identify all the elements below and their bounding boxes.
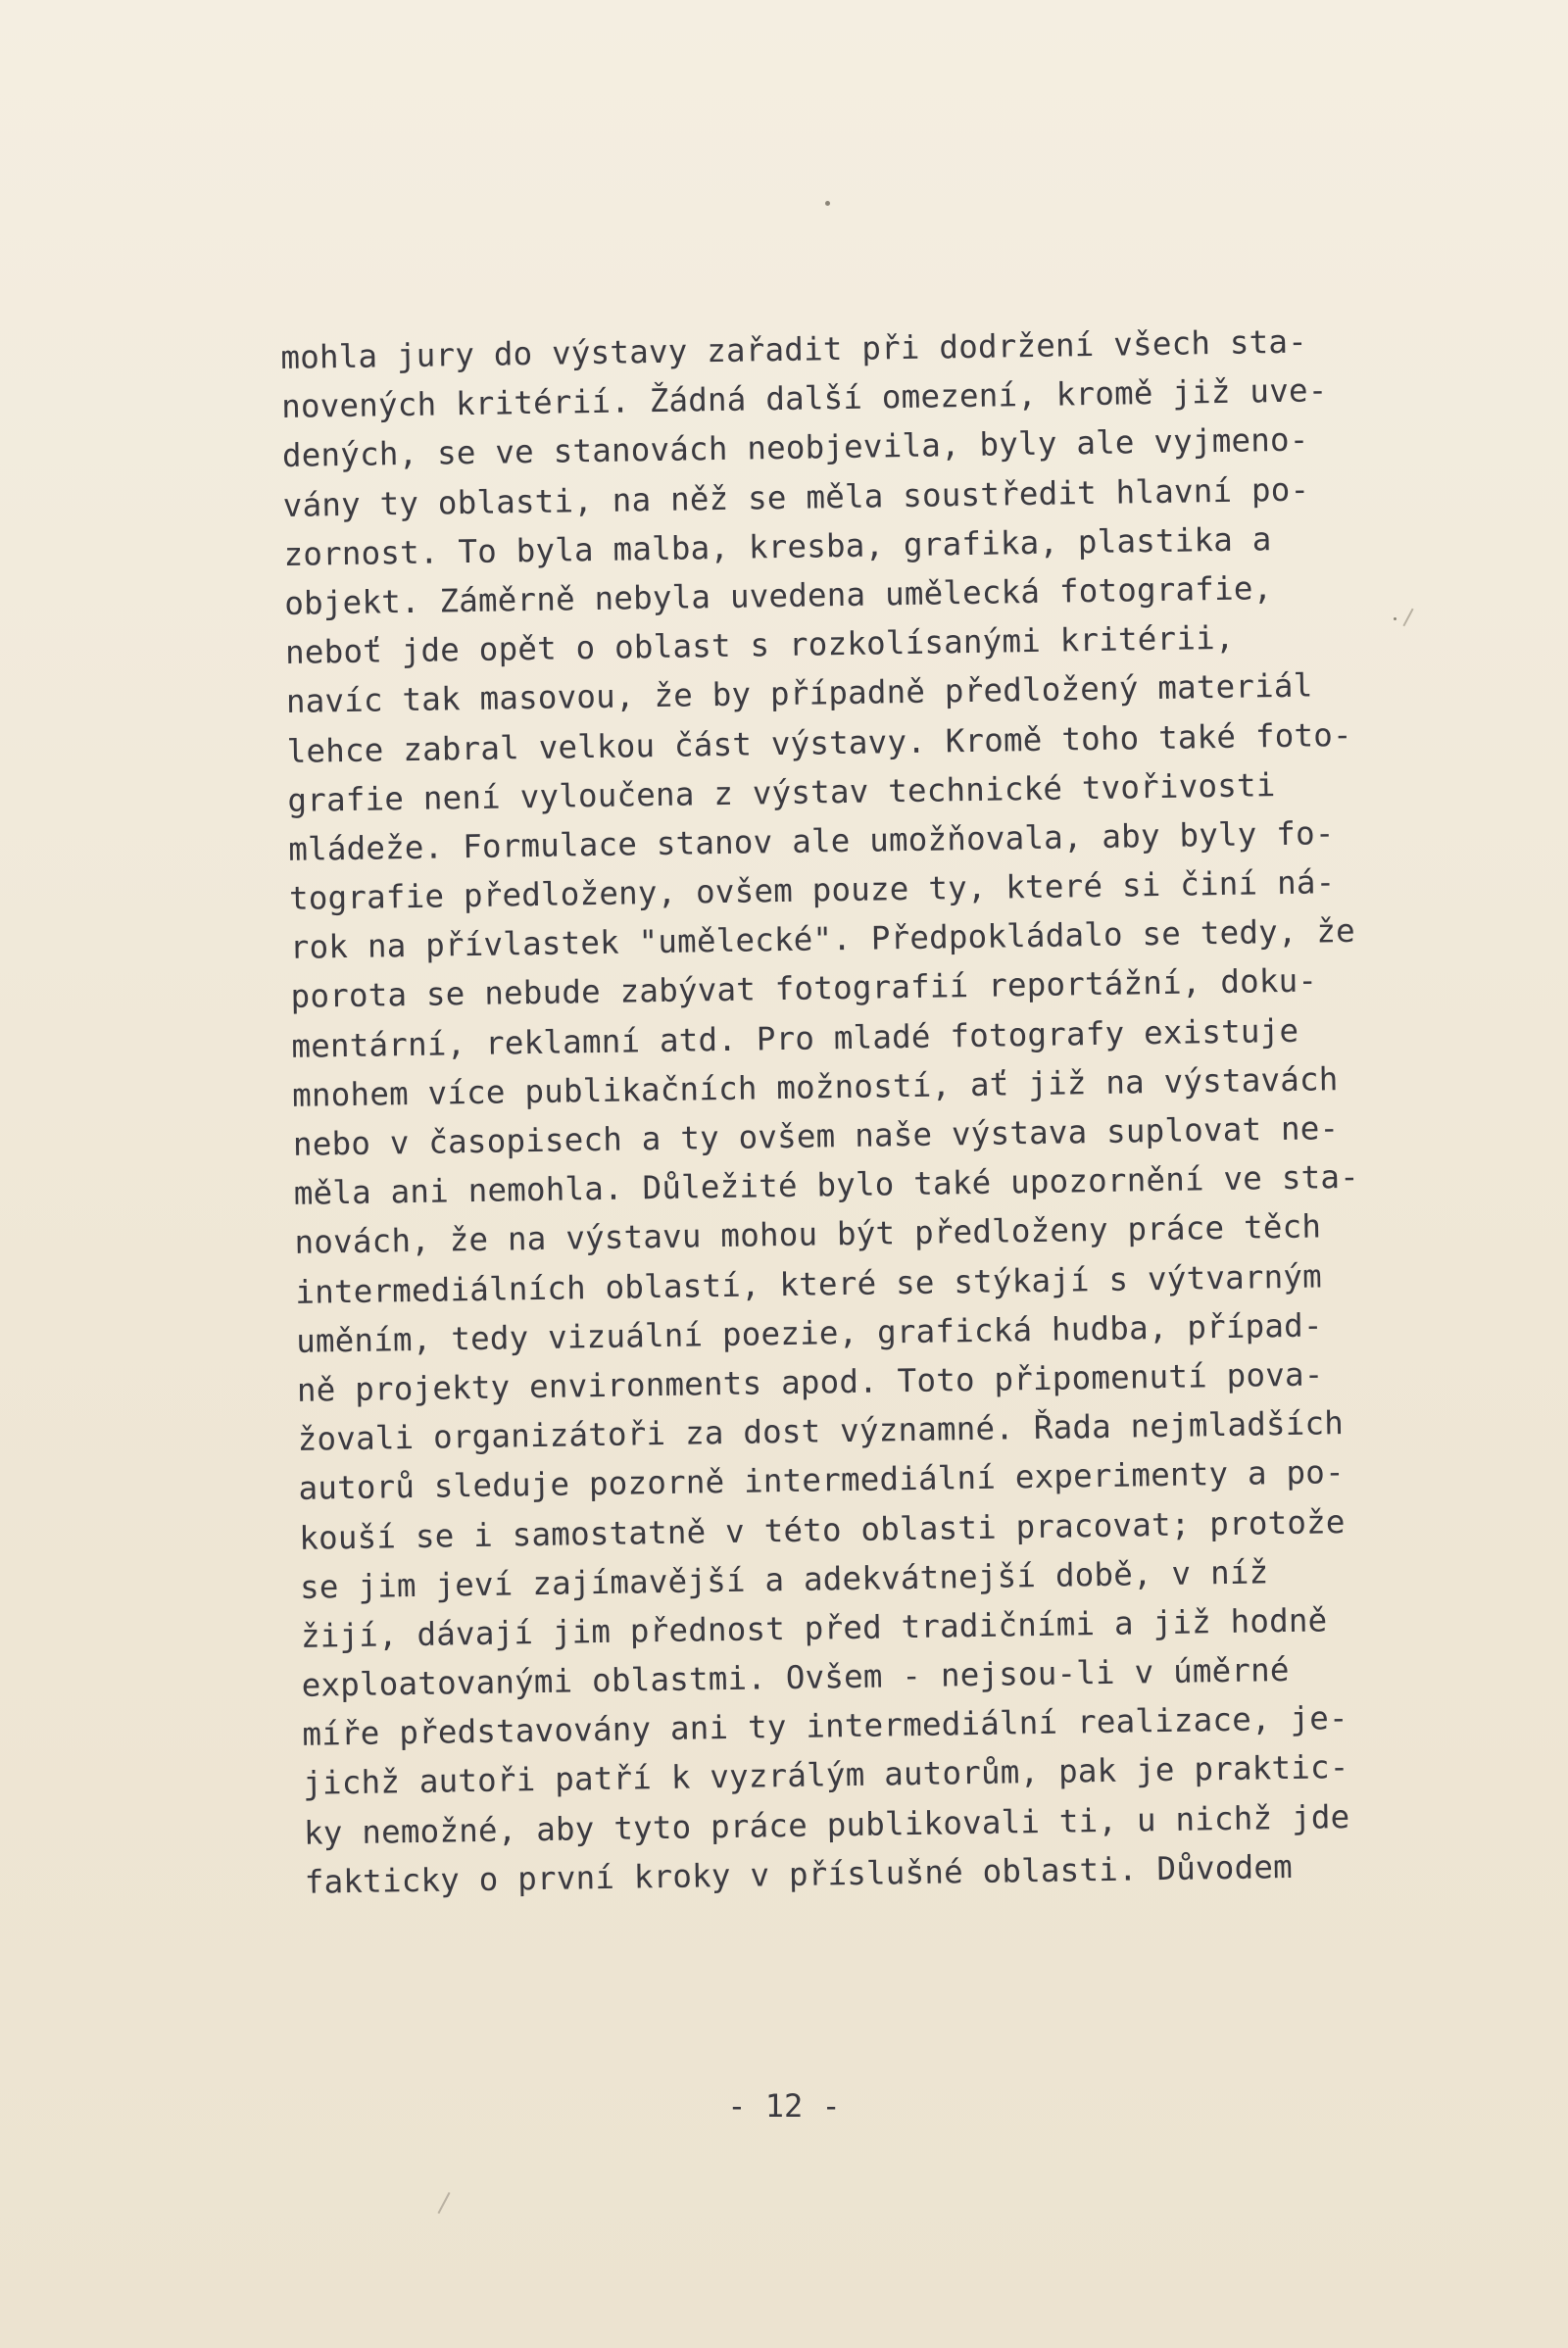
text-line: ky nemožné, aby tyto práce publikovali ti, u nichž jde [303, 1797, 1350, 1852]
text-line: nebo v časopisech a ty ovšem naše výstava suplovat ne- [292, 1109, 1340, 1163]
text-line: žovali organizátoři za dost významné. Řada nejmladších [297, 1404, 1345, 1458]
text-line: ně projekty environments apod. Toto připomenutí pova- [296, 1355, 1324, 1409]
text-line: dených, se ve stanovách neobjevila, byly ale vyjmeno- [281, 420, 1309, 475]
text-line: autorů sleduje pozorně intermediální experimenty a po- [298, 1453, 1346, 1508]
text-line: rok na přívlastek "umělecké". Předpokládalo se tedy, že [289, 912, 1356, 967]
text-line: neboť jde opět o oblast s rozkolísanými kritérii, [284, 618, 1235, 672]
text-line: mohla jury do výstavy zařadit při dodržení všech sta- [280, 322, 1308, 376]
text-line: kouší se i samostatně v této oblasti pracovat; protože [299, 1502, 1346, 1557]
page-number: - 12 - [727, 2087, 841, 2125]
text-line: objekt. Záměrně nebyla uvedena umělecká fotografie, [284, 569, 1273, 622]
text-line: mnohem více publikačních možností, ať již na výstavách [291, 1059, 1339, 1114]
text-line: žijí, dávají jim přednost před tradičními a již hodně [300, 1601, 1328, 1655]
text-line: intermediálních oblastí, které se stýkají s výtvarným [295, 1256, 1323, 1311]
text-line: uměním, tedy vizuální poezie, grafická hudba, případ- [295, 1306, 1323, 1360]
text-line: jichž autoři patří k vyzrálým autorům, pak je praktic- [302, 1748, 1349, 1803]
typewritten-text [280, 315, 1481, 1907]
text-line: se jim jeví zajímavější a adekvátnejší době, v níž [299, 1553, 1269, 1606]
text-line: grafie není vyloučena z výstav technické tvořivosti [287, 765, 1276, 819]
text-line: porota se nebude zabývat fotografií reportážní, doku- [290, 961, 1318, 1016]
text-line: zornost. To byla malba, kresba, grafika, plastika a [283, 519, 1272, 573]
text-line: mentární, reklamní atd. Pro mladé fotografy existuje [291, 1011, 1299, 1065]
text-line: tografie předloženy, ovšem pouze ty, které si činí ná- [288, 863, 1336, 917]
text-line: mládeže. Formulace stanov ale umožňovala, aby byly fo- [287, 814, 1335, 868]
text-line: fakticky o první kroky v příslušné oblasti. Důvodem [304, 1847, 1294, 1901]
text-line: vány ty oblasti, na něž se měla soustředit hlavní po- [282, 470, 1310, 524]
text-line: novách, že na výstavu mohou být předloženy práce těch [294, 1207, 1322, 1262]
text-line: novených kritérií. Žádná další omezení, kromě již uve- [280, 371, 1328, 426]
text-line: lehce zabral velkou část výstavy. Kromě toho také foto- [286, 715, 1353, 770]
text-line: míře představovány ani ty intermediální realizace, je- [302, 1699, 1349, 1754]
text-line: navíc tak masovou, že by případně předložený materiál [285, 666, 1313, 721]
text-line: exploatovanými oblastmi. Ovšem - nejsou-li v úměrné [301, 1651, 1290, 1704]
paper-speck [825, 201, 830, 206]
text-line: měla ani nemohla. Důležité bylo také upozornění ve sta- [293, 1158, 1360, 1213]
